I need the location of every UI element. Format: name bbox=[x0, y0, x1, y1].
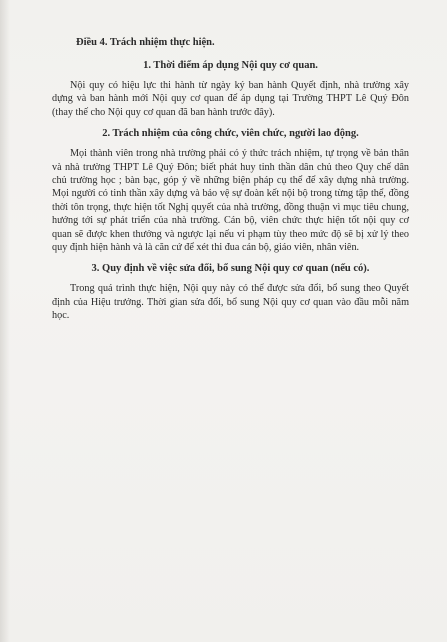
section-amendments bbox=[52, 262, 409, 322]
section-heading: 2. Trách nhiệm của công chức, viên chức, người lao động. bbox=[102, 128, 359, 140]
section-effective-date bbox=[52, 59, 409, 119]
section-paragraph: Trong quá trình thực hiện, Nội quy này có thể được sửa đổi, bổ sung theo Quyết định của Hiệu trưởng. Thời gian sửa đổi, bổ sung Nội quy cơ quan vào đầu mỗi năm học. bbox=[52, 283, 409, 322]
article-title: Điều 4. Trách nhiệm thực hiện. bbox=[76, 37, 215, 48]
section-staff-responsibilities bbox=[52, 127, 409, 254]
section-paragraph: Mọi thành viên trong nhà trường phải có ý thức trách nhiệm, tự trọng về bản thân và nhà trường THPT Lê Quý Đôn; biết phát huy tinh thần dân chủ theo Quy chế dân chủ trường học ; bàn bạc, góp ý về những biện pháp cụ thể để xây dựng nhà trường. Mọi người có tinh thần xây dựng và bảo vệ sự đoàn kết nội bộ trong từng tập thể, đồng thời tôn trọng, thực hiện tốt Nghị quyết của nhà trường, đồng thuận vì mục tiêu chung, hướng tới sự phát triển của nhà trường. Cán bộ, viên chức thực hiện tốt nội quy cơ quan sẽ được khen thưởng và ngược lại nếu vi phạm tùy theo mức độ sẽ bị xử lý theo quy định hiện hành và là căn cứ để xét thi đua cán bộ, giáo viên, nhân viên. bbox=[52, 148, 409, 254]
section-heading: 1. Thời điểm áp dụng Nội quy cơ quan. bbox=[143, 60, 318, 71]
section-heading: 3. Quy định về việc sửa đổi, bổ sung Nội quy cơ quan (nếu có). bbox=[91, 263, 370, 275]
section-paragraph: Nội quy có hiệu lực thi hành từ ngày ký ban hành Quyết định, nhà trường xây dựng và ban hành mới Nội quy cơ quan để áp dụng tại Trường THPT Lê Quý Đôn (thay thế cho Nội quy cơ quan đã ban hành trước đây). bbox=[52, 80, 409, 118]
